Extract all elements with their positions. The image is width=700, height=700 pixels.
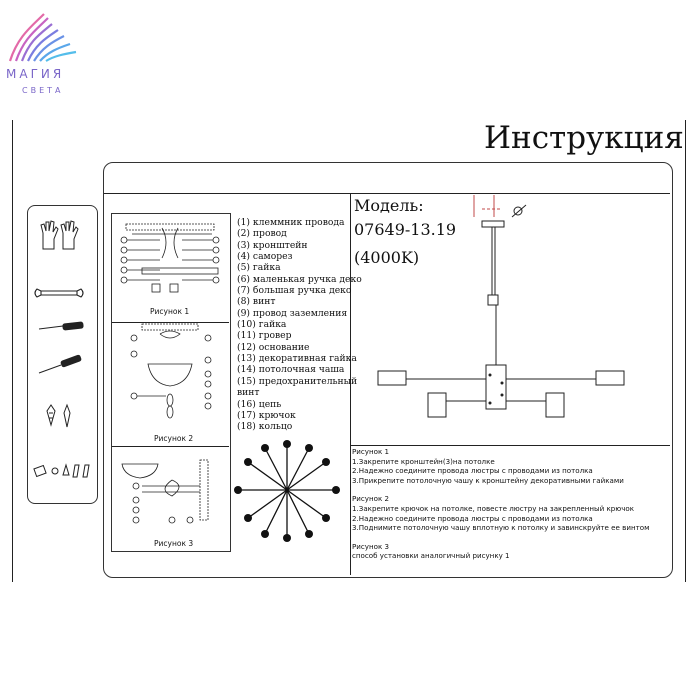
note-line: 2.Надежно соедините провода люстры с проводами из потолка	[352, 513, 593, 523]
brand-logo	[4, 6, 84, 96]
part-item: (18) кольцо	[237, 421, 293, 433]
logo-waves-icon	[4, 6, 84, 66]
part-item: (1) клеммник провода	[237, 217, 345, 228]
part-item: (2) провод	[237, 228, 287, 240]
model-label: Модель:	[354, 196, 424, 215]
note-fig3-title: Рисунок 3	[352, 541, 390, 551]
page-title: Инструкция	[484, 120, 684, 156]
page-left-edge	[12, 120, 13, 582]
chandelier-side-view	[370, 195, 630, 425]
part-item: (14) потолочная чаша	[237, 364, 345, 376]
screwdriver-flat-icon	[39, 322, 83, 330]
anchors-icon	[47, 405, 70, 427]
part-item: (13) декоративная гайка	[237, 353, 357, 365]
figure-1-caption: Рисунок 1	[150, 307, 190, 316]
part-item: (3) кронштейн	[237, 239, 308, 251]
wrench-icon	[35, 289, 83, 297]
part-item: (11) гровер	[237, 330, 292, 342]
note-line: 2.Надежно соедините провода люстры с проводами из потолка	[352, 466, 593, 476]
part-item: (6) маленькая ручка деко	[237, 273, 362, 285]
logo-text-sub: СВЕТА	[22, 86, 64, 95]
note-line: 1.Закрепите кронштейн(3)на потолке	[352, 456, 495, 466]
part-item: (7) большая ручка деко	[237, 285, 352, 297]
note-line: 1.Закрепите крючок на потолке, повесте люстру на закрепленный крючок	[352, 503, 635, 513]
part-item: (5) гайка	[237, 262, 281, 274]
part-item: (8) винт	[237, 296, 276, 308]
note-fig2-title: Рисунок 2	[352, 494, 390, 504]
part-item: (16) цепь	[237, 398, 282, 410]
screwdriver-phillips-icon	[39, 355, 81, 373]
frame-top-divider	[104, 193, 670, 194]
figure-3-drawing	[122, 460, 208, 523]
tools-illustrations	[27, 205, 97, 503]
part-item: винт	[237, 387, 260, 399]
page-right-edge	[685, 120, 686, 582]
part-item: (9) провод заземления	[237, 307, 348, 319]
part-item: (10) гайка	[237, 319, 287, 331]
chandelier-top-view	[232, 438, 342, 548]
note-line: 3.Поднимите потолочную чашу вплотную к потолку и завинскруйте ее винтом	[352, 523, 650, 533]
notes-divider	[350, 445, 670, 446]
notes-block	[352, 447, 649, 561]
parts-list	[237, 217, 362, 433]
hardware-parts-icon	[34, 465, 89, 477]
part-item: (4) саморез	[237, 251, 293, 263]
note-line: способ установки аналогичный рисунку 1	[352, 551, 510, 561]
part-item: (15) предохранительный	[237, 375, 358, 387]
mounting-figures	[112, 214, 229, 550]
figure-1-drawing	[121, 224, 219, 292]
figure-2-drawing	[131, 324, 211, 418]
note-fig1-title: Рисунок 1	[352, 447, 390, 456]
model-number: 07649-13.19	[354, 220, 457, 239]
figure-2-caption: Рисунок 2	[154, 434, 194, 443]
figure-3-caption: Рисунок 3	[154, 539, 194, 548]
part-item: (17) крючок	[237, 409, 296, 421]
gloves-icon	[41, 221, 78, 249]
note-line: 3.Прикрепите потолочную чашу к кронштейну декоративными гайками	[352, 475, 624, 485]
logo-text-main: МАГИЯ	[6, 67, 65, 81]
model-color-temp: (4000K)	[354, 248, 420, 267]
part-item: (12) основание	[237, 341, 310, 353]
